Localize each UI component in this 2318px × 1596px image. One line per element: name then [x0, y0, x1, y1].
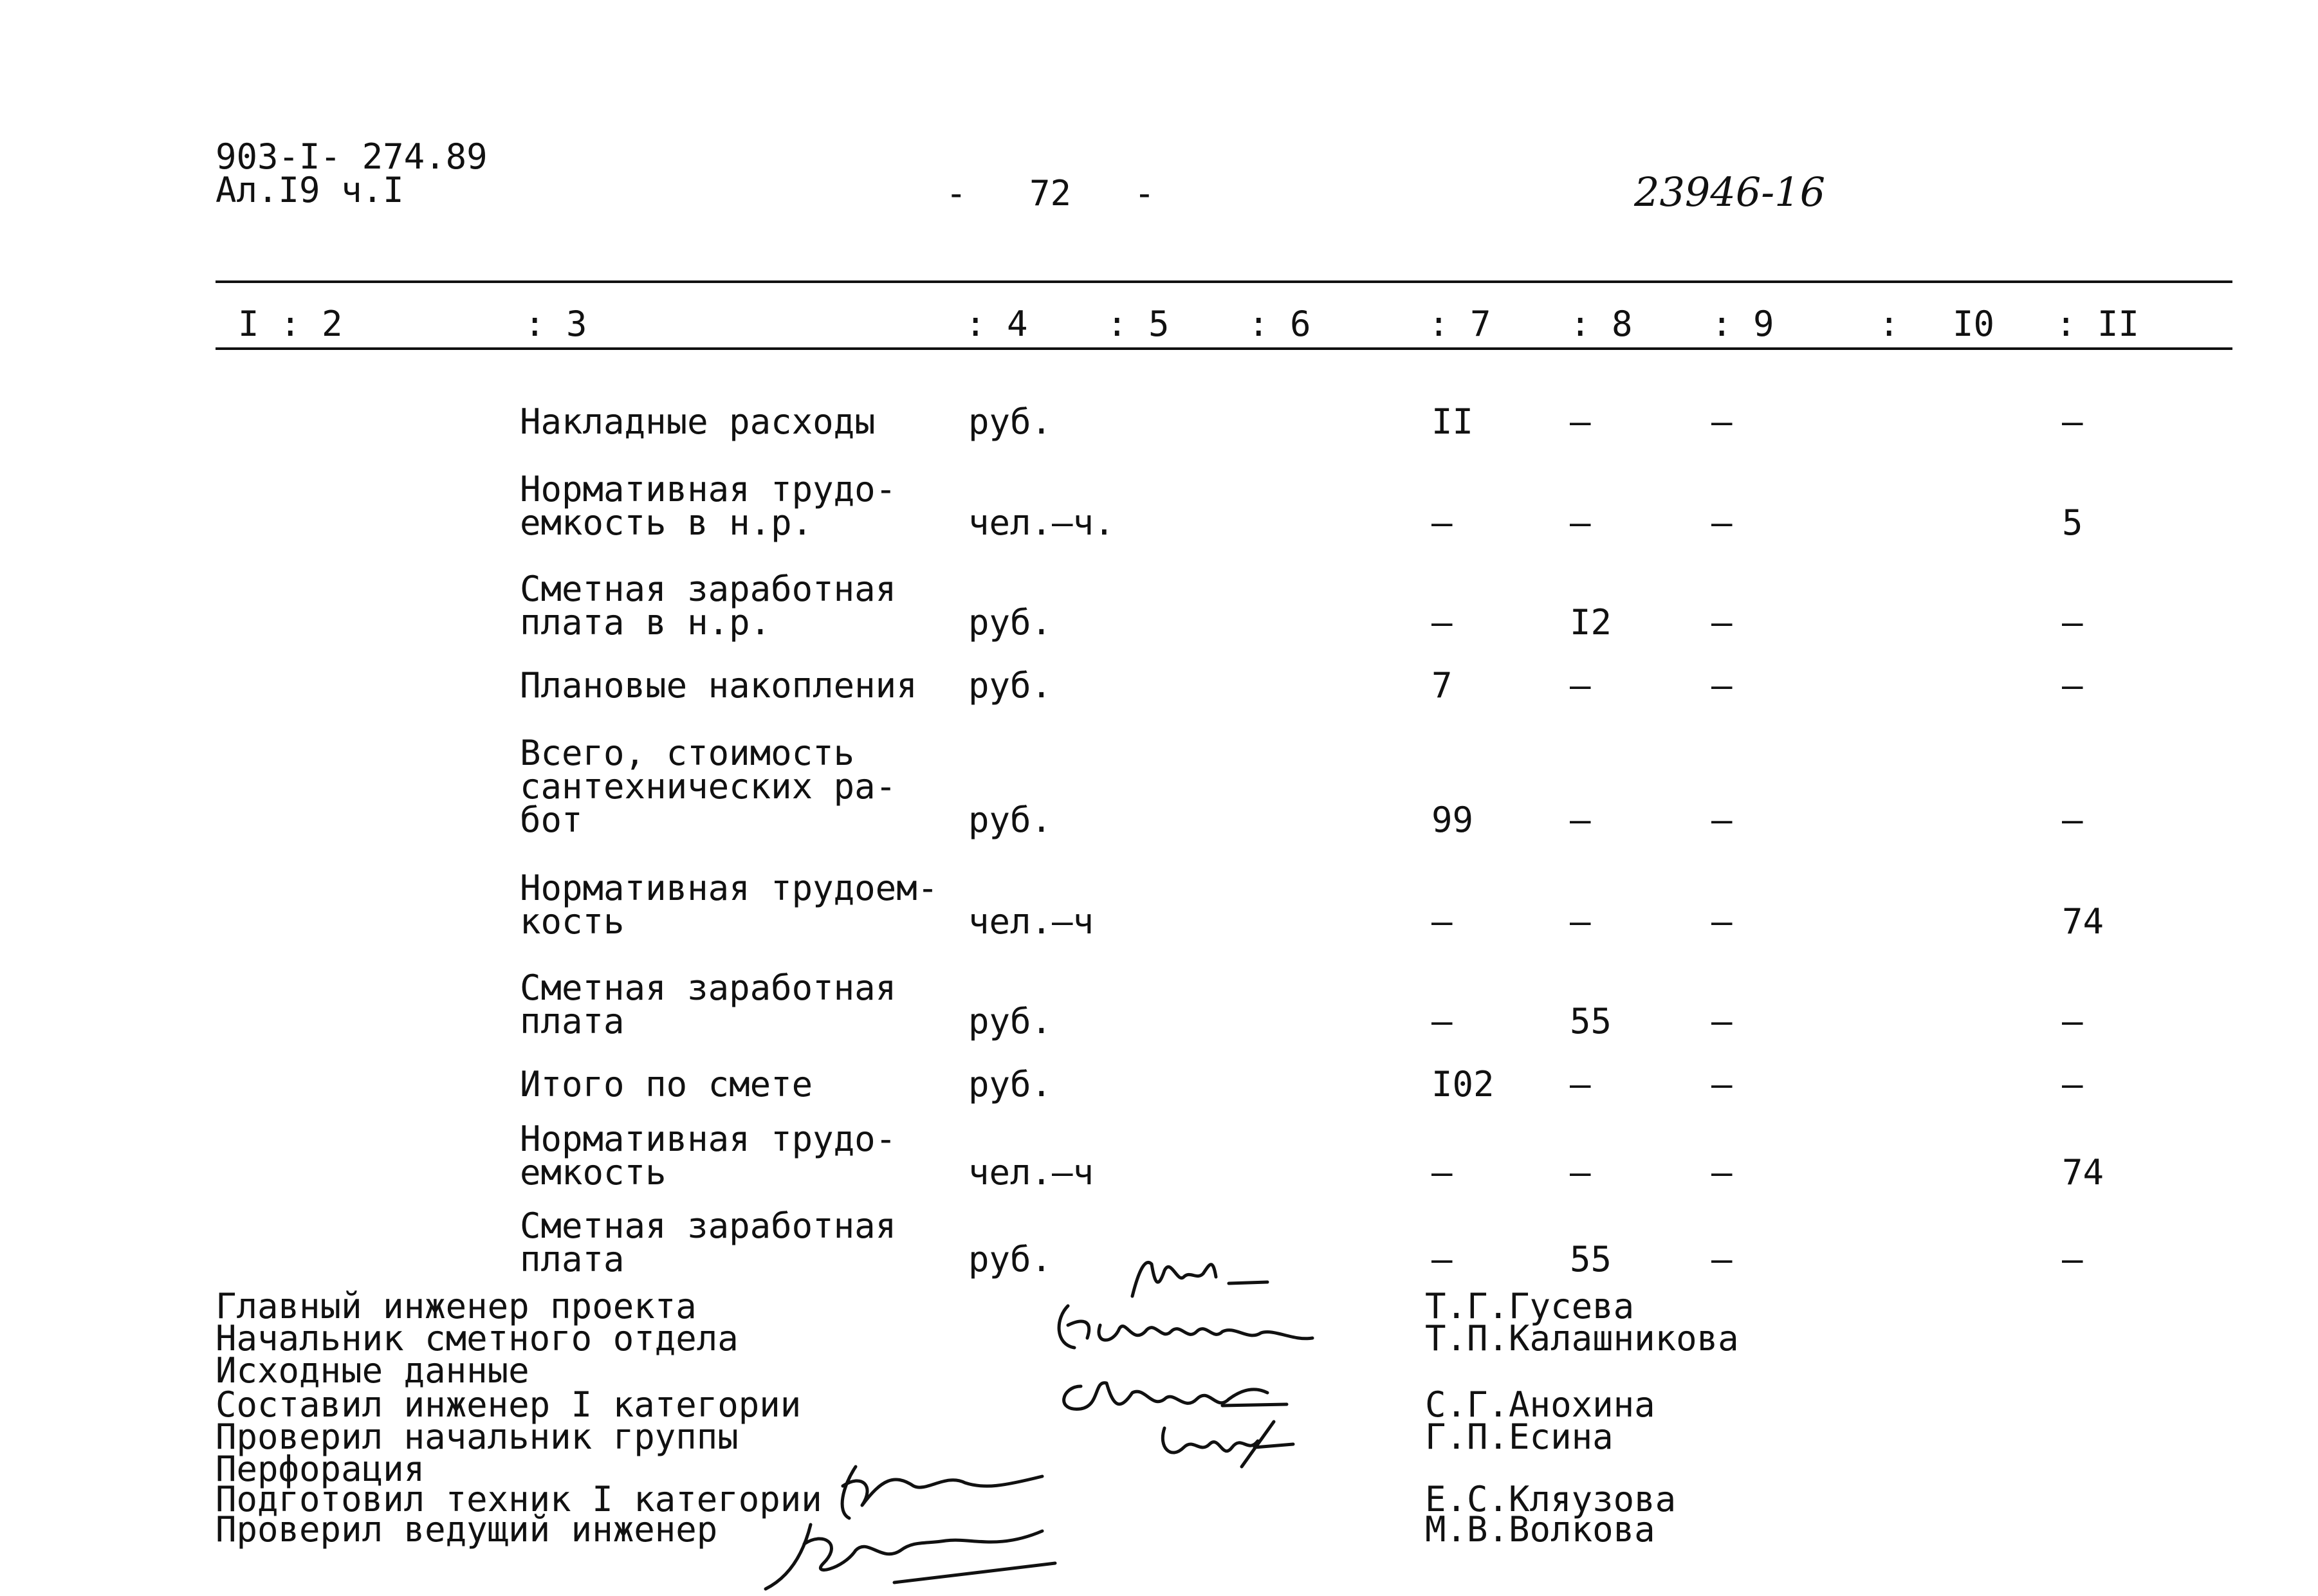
- name-anokhina: С.Г.Анохина: [1425, 1384, 1655, 1425]
- row-col9: –: [1711, 1239, 1733, 1280]
- row-col9: –: [1711, 665, 1733, 706]
- signature-kalashnikova: [1042, 1293, 1319, 1364]
- top-rule: [216, 280, 2232, 283]
- row-col7: 99: [1431, 800, 1474, 840]
- row-unit: чел.–ч: [968, 901, 1094, 942]
- row-col7: I02: [1431, 1064, 1495, 1105]
- row-name: Сметная заработная плата в н.р.: [520, 569, 897, 643]
- row-col9: –: [1711, 502, 1733, 543]
- row-col7: II: [1431, 401, 1474, 442]
- role-lead-checked: Проверил ведущий инженер: [216, 1509, 718, 1550]
- row-name: Нормативная трудо- емкость в н.р.: [520, 469, 897, 543]
- name-kalashnikova: Т.П.Калашникова: [1425, 1318, 1739, 1359]
- row-col9: –: [1711, 602, 1733, 643]
- signature-esina: [1145, 1409, 1300, 1480]
- row-name: Плановые накопления: [520, 665, 917, 706]
- row-col7: –: [1431, 502, 1453, 543]
- row-col8: –: [1570, 1064, 1591, 1105]
- col-header-6: : 6: [1248, 304, 1311, 344]
- role-head-estimates: Начальник сметного отдела: [216, 1318, 739, 1359]
- col-header-9: : 9: [1711, 304, 1774, 344]
- row-col9: –: [1711, 1064, 1733, 1105]
- col-header-8: : 8: [1570, 304, 1633, 344]
- row-col9: –: [1711, 800, 1733, 840]
- name-esina: Г.П.Есина: [1425, 1417, 1614, 1457]
- role-perforation: Перфорация: [216, 1449, 425, 1489]
- row-col11: 74: [2062, 1152, 2104, 1193]
- row-unit: чел.–ч.: [968, 502, 1115, 543]
- row-col8: 55: [1570, 1001, 1612, 1041]
- row-col11: –: [2062, 665, 2083, 706]
- row-unit: руб.: [968, 1001, 1053, 1041]
- col-header-10: I0: [1953, 304, 1995, 344]
- row-unit: руб.: [968, 1239, 1053, 1280]
- row-col8: I2: [1570, 602, 1612, 643]
- row-unit: чел.–ч: [968, 1152, 1094, 1193]
- role-compiled-by: Составил инженер I категории: [216, 1384, 802, 1425]
- row-unit: руб.: [968, 401, 1053, 442]
- col-header-4: : 4: [965, 304, 1028, 344]
- page-number: - 72 -: [946, 173, 1155, 214]
- signature-volkova: [753, 1505, 1068, 1595]
- role-prepared-by: Подготовил техник I категории: [216, 1479, 822, 1519]
- row-col8: 55: [1570, 1239, 1612, 1280]
- row-name: Нормативная трудоем- кость: [520, 868, 939, 942]
- role-chief-engineer: Главный инженер проекта: [216, 1286, 697, 1326]
- row-name: Сметная заработная плата: [520, 968, 897, 1041]
- row-col7: –: [1431, 1239, 1453, 1280]
- col-header-11: : II: [2056, 304, 2140, 344]
- row-col7: –: [1431, 901, 1453, 942]
- col-header-5: : 5: [1107, 304, 1170, 344]
- row-col11: –: [2062, 1239, 2083, 1280]
- row-col11: –: [2062, 1064, 2083, 1105]
- col-header-7: : 7: [1428, 304, 1491, 344]
- row-col8: –: [1570, 665, 1591, 706]
- row-name: Всего, стоимость сантехнических ра- бот: [520, 733, 897, 840]
- row-col8: –: [1570, 502, 1591, 543]
- role-group-checked: Проверил начальник группы: [216, 1417, 739, 1457]
- row-col9: –: [1711, 901, 1733, 942]
- row-col9: –: [1711, 1001, 1733, 1041]
- row-col11: 5: [2062, 502, 2083, 543]
- row-col11: –: [2062, 401, 2083, 442]
- row-col7: –: [1431, 1001, 1453, 1041]
- header-bottom-rule: [216, 347, 2232, 350]
- col-header-10-sep: :: [1879, 304, 1900, 344]
- row-unit: руб.: [968, 1064, 1053, 1105]
- row-col8: –: [1570, 1152, 1591, 1193]
- row-unit: руб.: [968, 800, 1053, 840]
- row-col7: –: [1431, 602, 1453, 643]
- row-col11: –: [2062, 1001, 2083, 1041]
- row-col8: –: [1570, 800, 1591, 840]
- row-name: Накладные расходы: [520, 401, 876, 442]
- row-unit: руб.: [968, 665, 1053, 706]
- row-col7: 7: [1431, 665, 1453, 706]
- doc-code: 903-I- 274.89: [216, 136, 488, 177]
- name-klyauzova: Е.С.Кляузова: [1425, 1479, 1677, 1519]
- row-col8: –: [1570, 901, 1591, 942]
- row-col9: –: [1711, 401, 1733, 442]
- doc-number: 23946-16: [1634, 169, 1826, 216]
- row-col11: –: [2062, 800, 2083, 840]
- col-header-3: : 3: [524, 304, 587, 344]
- row-col9: –: [1711, 1152, 1733, 1193]
- sheet-label: Ал.I9 ч.I: [216, 170, 404, 210]
- name-guseva: Т.Г.Гусева: [1425, 1286, 1635, 1326]
- row-col8: –: [1570, 401, 1591, 442]
- row-col11: 74: [2062, 901, 2104, 942]
- row-col11: –: [2062, 602, 2083, 643]
- row-name: Итого по смете: [520, 1064, 813, 1105]
- row-name: Нормативная трудо- емкость: [520, 1119, 897, 1193]
- col-header-1-2: I : 2: [238, 304, 343, 344]
- row-unit: руб.: [968, 602, 1053, 643]
- row-col7: –: [1431, 1152, 1453, 1193]
- row-name: Сметная заработная плата: [520, 1206, 897, 1280]
- role-source-data: Исходные данные: [216, 1350, 529, 1391]
- name-volkova: М.В.Волкова: [1425, 1509, 1655, 1550]
